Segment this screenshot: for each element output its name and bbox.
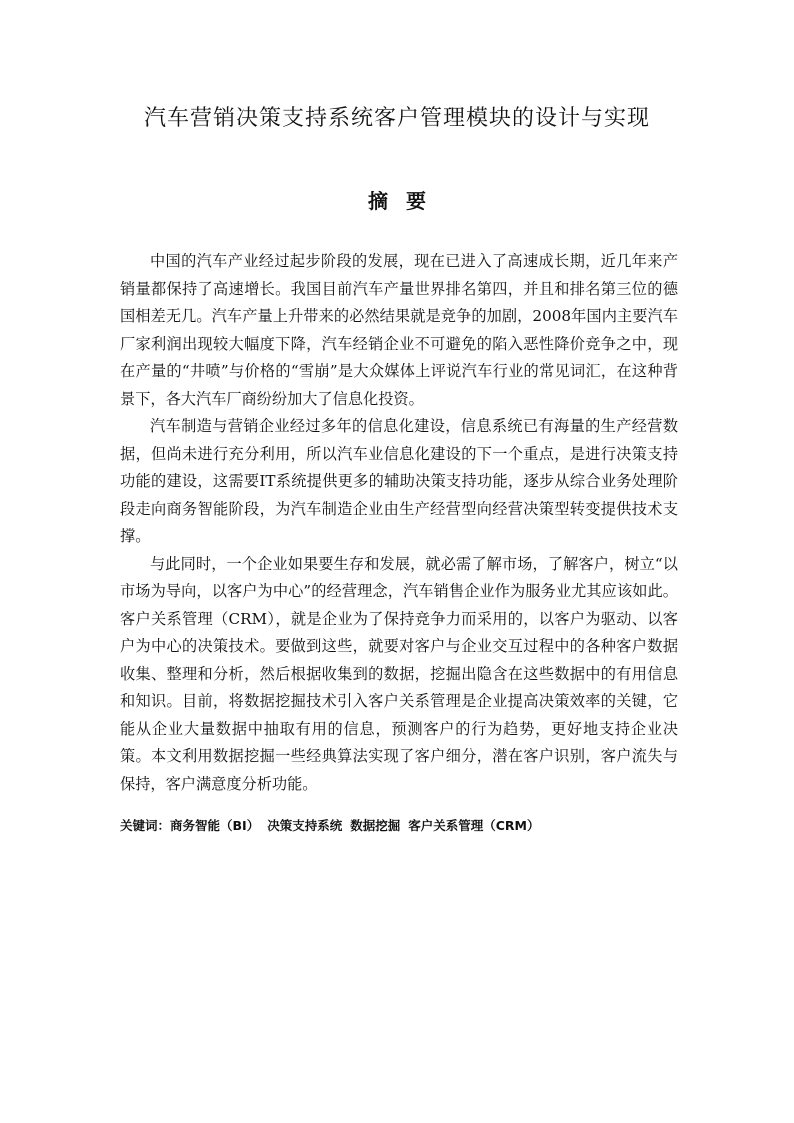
keyword-item: 客户关系管理（CRM） bbox=[408, 818, 540, 833]
abstract-body bbox=[120, 248, 678, 798]
keyword-item: 决策支持系统 bbox=[267, 818, 343, 833]
keywords-line bbox=[120, 816, 680, 836]
document-title: 汽车营销决策支持系统客户管理模块的设计与实现 bbox=[143, 106, 650, 131]
abstract-heading: 摘要 bbox=[368, 189, 444, 213]
keyword-item: 商务智能（BI） bbox=[170, 818, 260, 833]
abstract-paragraph-2: 汽车制造与营销企业经过多年的信息化建设，信息系统已有海量的生产经营数据，但尚未进行充分利用，所以汽车业信息化建设的下一个重点，是进行决策支持功能的建设，这需要IT系统提供更多的辅助决策支持功能，逐步从综合业务处理阶段走向商务智能阶段，为汽车制造企业由生产经营型向经营决策型转变提供技术支撑。 bbox=[120, 417, 678, 545]
abstract-paragraph-1: 中国的汽车产业经过起步阶段的发展，现在已进入了高速成长期，近几年来产销量都保持了高速增长。我国目前汽车产量世界排名第四，并且和排名第三位的德国相差无几。汽车产量上升带来的必然结果就是竞争的加剧，2008年国内主要汽车厂家利润出现较大幅度下降，汽车经销企业不可避免的陷入恶性降价竞争之中，现在产量的“井喷”与价格的“雪崩”是大众媒体上评说汽车行业的常见词汇，在这种背景下，各大汽车厂商纷纷加大了信息化投资。 bbox=[120, 252, 678, 408]
abstract-paragraph-3: 与此同时，一个企业如果要生存和发展，就必需了解市场，了解客户，树立“以市场为导向，以客户为中心”的经营理念，汽车销售企业作为服务业尤其应该如此。客户关系管理（CRM），就是企业为了保持竞争力而采用的，以客户为驱动、以客户为中心的决策技术。要做到这些，就要对客户与企业交互过程中的各种客户数据收集、整理和分析，然后根据收集到的数据，挖掘出隐含在这些数据中的有用信息和知识。目前，将数据挖掘技术引入客户关系管理是企业提高决策效率的关键，它能从企业大量数据中抽取有用的信息，预测客户的行为趋势，更好地支持企业决策。本文利用数据挖掘一些经典算法实现了客户细分，潜在客户识别，客户流失与保持，客户满意度分析功能。 bbox=[120, 554, 678, 793]
keyword-item: 数据挖掘 bbox=[350, 818, 401, 833]
keywords-label: 关键词： bbox=[120, 818, 171, 833]
